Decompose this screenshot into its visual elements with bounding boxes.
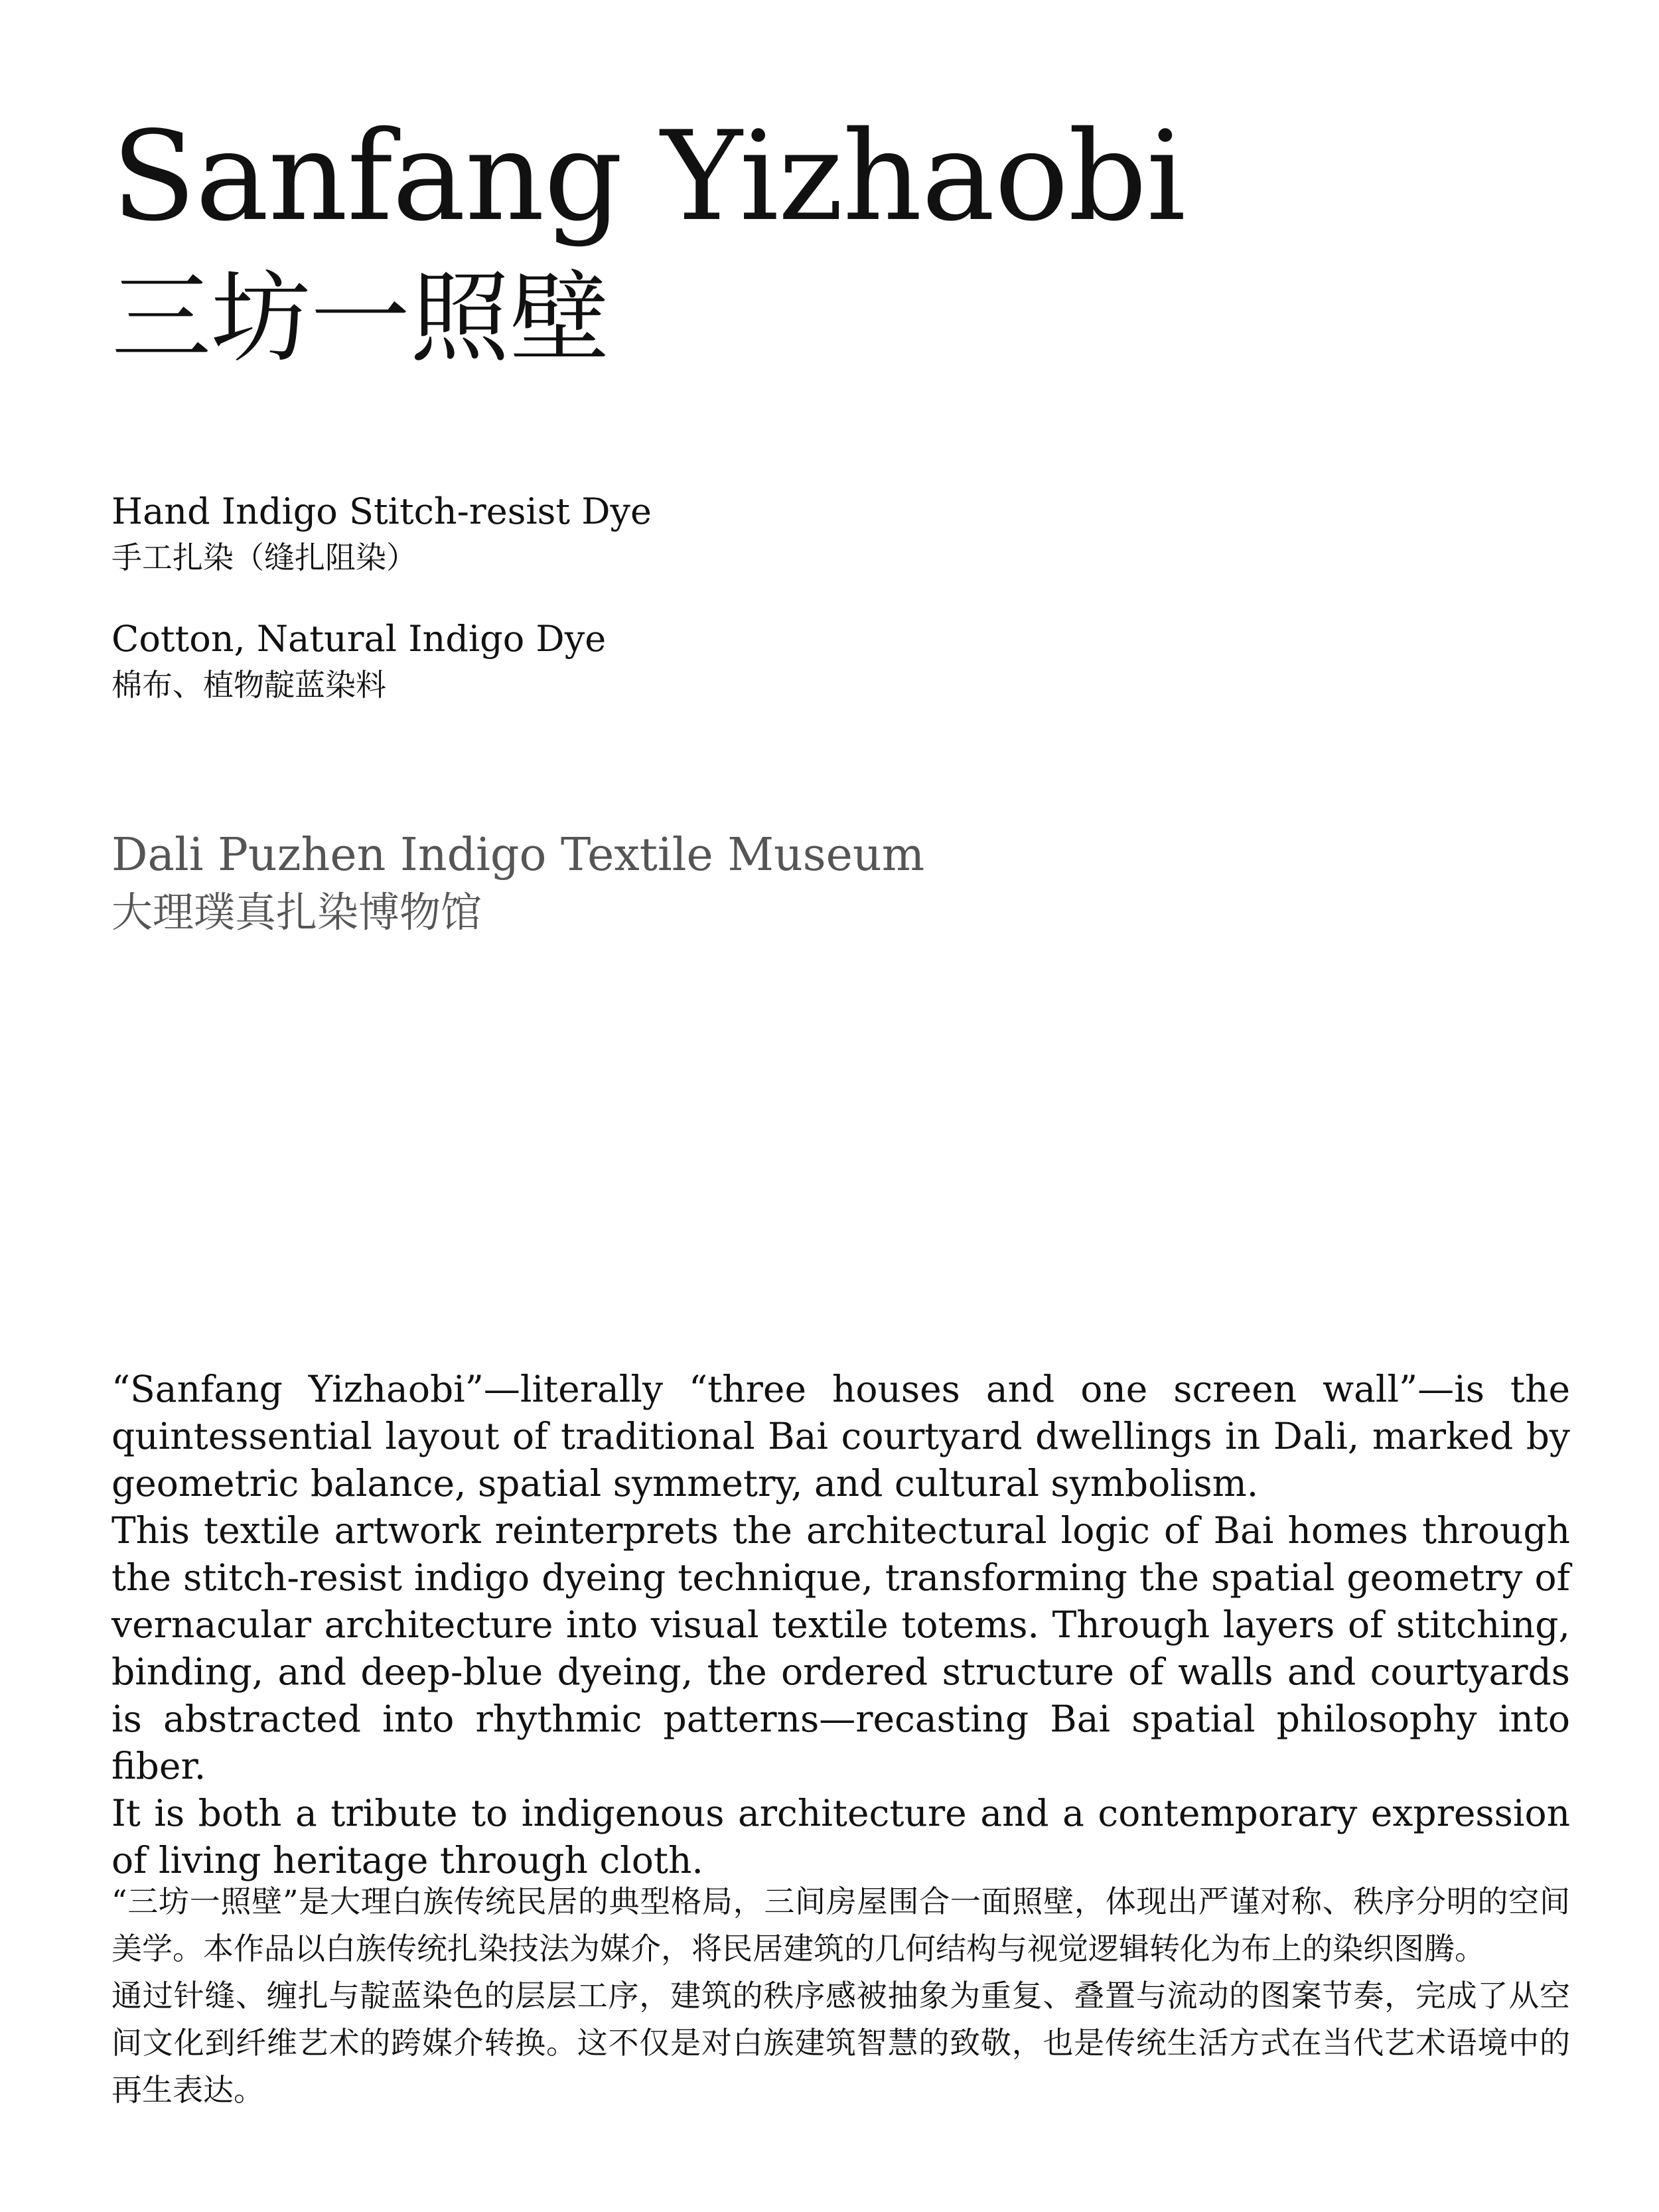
technique-chinese: 手工扎染（缝扎阻染） [111,539,417,575]
museum-block [111,826,924,940]
museum-name-chinese: 大理璞真扎染博物馆 [111,888,482,937]
title-chinese: 三坊一照壁 [111,261,610,376]
description-english-paragraph: This textile artwork reinterprets the architectural logic of Bai homes through the stitch-resist indigo dyeing technique, transforming the spatial geometry of vernacular architecture into visual textile totems. Through layers of stitching, binding, and deep-blue dyeing, the ordered structure of walls and courtyards is abstracted into rhythmic patterns—recasting Bai spatial philosophy into fiber. [111,1509,1570,1787]
description-chinese [111,1878,1570,2114]
description-chinese-paragraph: 通过针缝、缠扎与靛蓝染色的层层工序，建筑的秩序感被抽象为重复、叠置与流动的图案节奏，完成了从空间文化到纤维艺术的跨媒介转换。这不仅是对白族建筑智慧的致敬，也是传统生活方式在当代艺术语境中的再生表达。 [111,1978,1570,2108]
description-chinese-paragraph: “三坊一照壁”是大理白族传统民居的典型格局，三间房屋围合一面照壁，体现出严谨对称、秩序分明的空间美学。本作品以白族传统扎染技法为媒介，将民居建筑的几何结构与视觉逻辑转化为布上的染织图腾。 [111,1883,1570,1966]
description-english [111,1366,1570,1884]
material-chinese: 棉布、植物靛蓝染料 [111,666,386,703]
title-english: Sanfang Yizhaobi [111,104,1186,248]
material-english: Cotton, Natural Indigo Dye [111,618,607,660]
description-english-paragraph: “Sanfang Yizhaobi”—literally “three houses and one screen wall”—is the quintessential layout of traditional Bai courtyard dwellings in Dali, marked by geometric balance, spatial symmetry, and cultural symbolism. [111,1368,1570,1505]
museum-name-english: Dali Puzhen Indigo Textile Museum [111,829,925,881]
description-english-paragraph: It is both a tribute to indigenous architecture and a contemporary expression of living heritage through cloth. [111,1792,1570,1881]
technique-block [111,488,652,579]
material-block [111,615,606,706]
technique-english: Hand Indigo Stitch-resist Dye [111,490,652,532]
